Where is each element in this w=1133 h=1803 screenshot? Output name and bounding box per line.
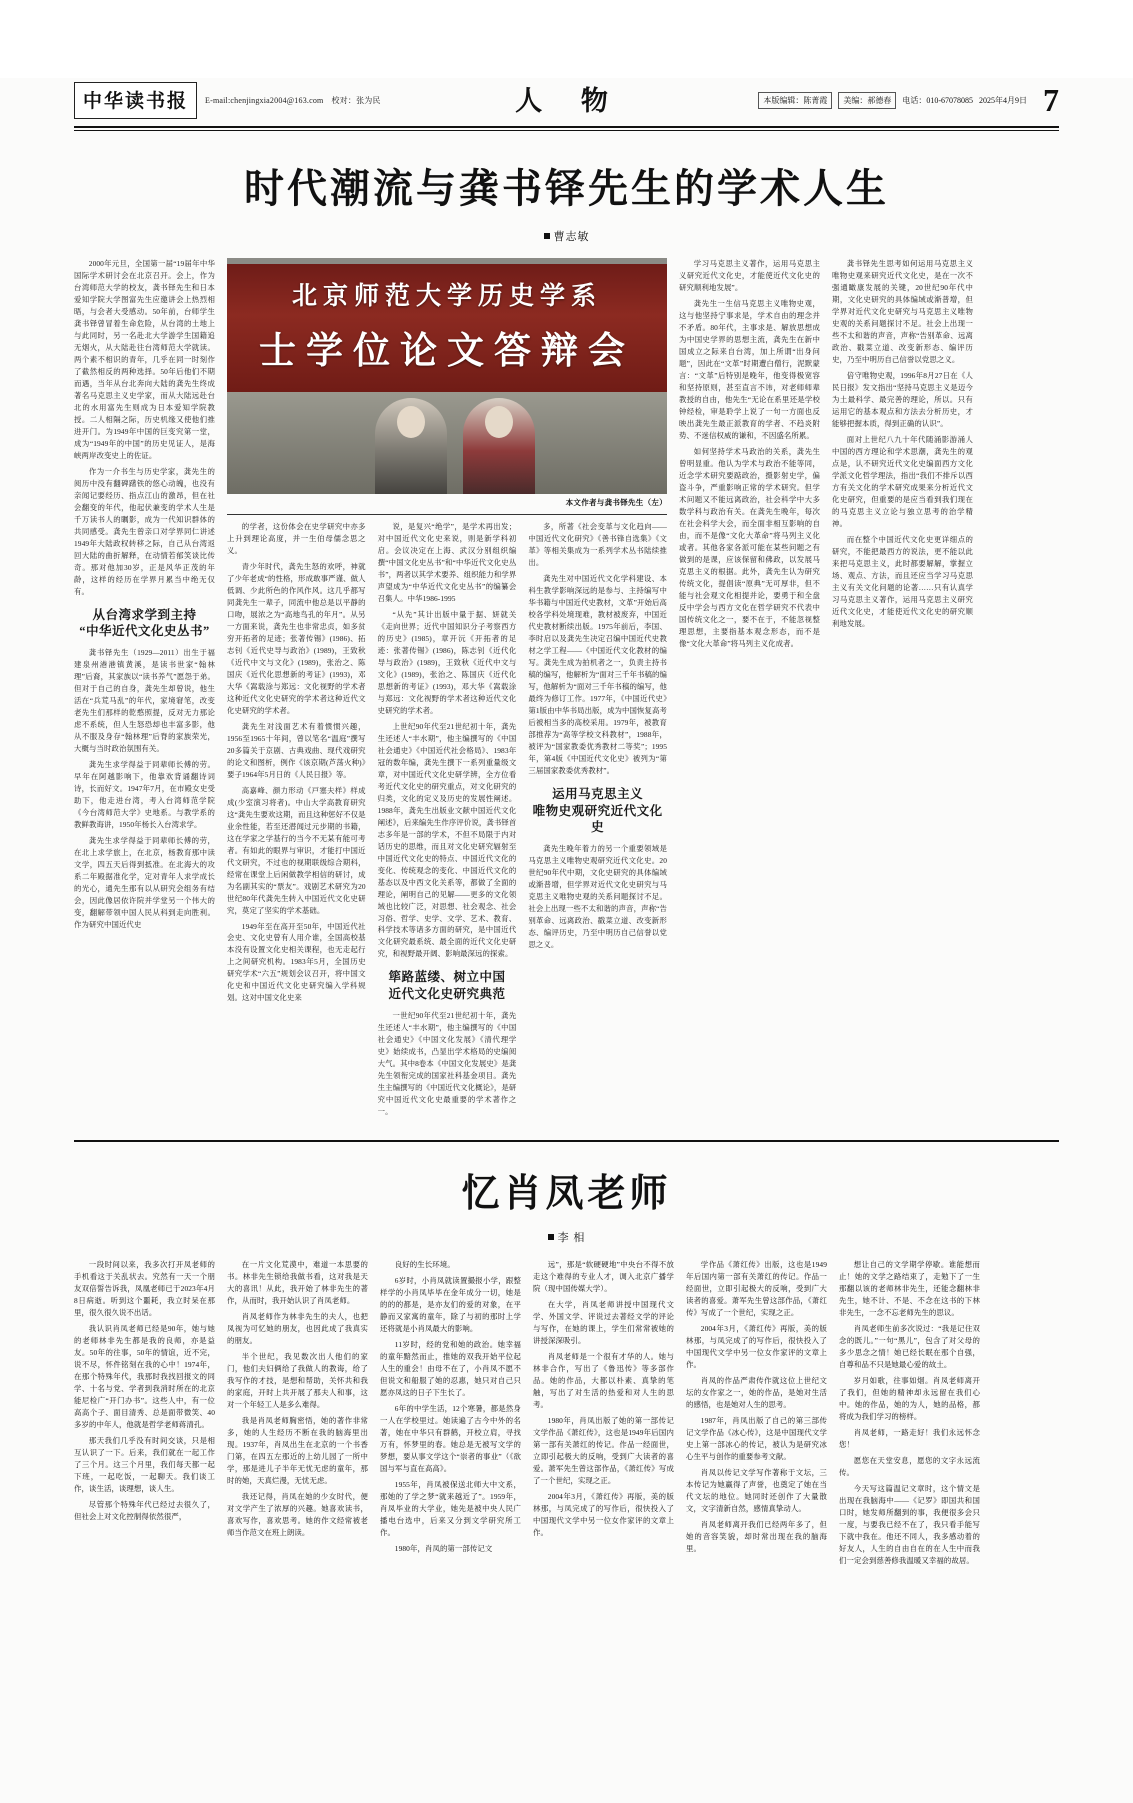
article2-author: 李 相: [557, 1232, 586, 1245]
paragraph: 肖凤老师是一个很有才华的人。她与林非合作，写出了《鲁迅传》等多部作品。她的作品，大都以朴素、真挚的笔触，写出了对生活的热爱和对人生的思考。: [533, 1351, 674, 1409]
subhead-line: “中华近代文化史丛书”: [79, 624, 210, 639]
paragraph: 龚先生对中国近代文化学科建设、本科生教学影响深远的是参与、主持编写中华书籍与中国近代史教材，文革”开始后高校各学科处境现难，教材被废弃，中国近代史教材断续出版。1975年前后，李国、李时启以及龚先生决定召编中国近代史教材之学工程——《中国近代文化教材的编写。龚先生成为拍机者之一，负责主持书稿的编写，他解析为“面对三千年书稿的编写，他解析为“面对三千年书稿的编写，他最终为修订工作。1977年，《中国近代史》第1版由中华书局出版，成为中国恢复高考后被相当多的高校采用。1979年，被教育部推荐为“高等学校文科教材”，1988年，被评为“国家教委优秀教材二等奖”；1995年，第4版《中国近代文化史》被列为“第三届国家教委优秀教材”。: [528, 573, 668, 775]
paragraph: 倍守唯物史观，1996年8月27日在《人民日报》发文指出“坚持马克思主义是迈今为土最科学、最完善的理论，所以。只有运用它的基本观点和方法去分析历史，才能够把握本质，得到正确的认识”。: [832, 370, 973, 428]
paragraph: 龚先生求学得益于同辈师长傅的劳。早年在阿越影响下，他靠欢背诵翻诗词诗，长而好文。1947年7月，在市殿女史受助下，他走进台湾，考入台湾师范学院《今台湾师范大学》史地系。与教学系的教鲜教诲讲，1950年杨长入台湾求学。: [74, 760, 215, 830]
masthead-proof: 校对：张为民: [331, 95, 381, 105]
paragraph: 我认识肖凤老师已经是90年，她与她的老师林非先生都是我的良师，亦是益友。50年的往事，50年的情谊，近不完，说不尽，怀件铭刻在我的心中！1974年，在那个特殊年代，我那时我找回报文的同学、十名与党、学者到我消时所在的北京能尼检广“开门办书”。这些人中，有一位高高个子、面目清秀、总是面带微笑、40多岁的中年人，他就是哲学老师蒋清孔。: [74, 1323, 215, 1429]
paragraph: 我还记得，肖凤在她的少女时代，便对文学产生了浓厚的兴趣。她喜欢读书，喜欢写作，喜欢思考。她的作文经常被老师当作范文在班上朗读。: [227, 1491, 368, 1537]
paragraph: 上世纪90年代至21世纪初十年，龚先生还述人“丰水期”，他主编撰写的《中国社会通史》《中国近代社会格局》、1983年冠的数年编，龚先生撰下一系列重量级文章，对中国近代文化史研学辨，全方位看考近代文化史的研究重点，对文化研究的归类，文化的定义及历史的发展性阐述。1988年，龚先生出版业文献中国近代文化阐述》，后来编先生作序评价说，龚书铎首志多年是一部的学术，不但不局限于内对话历史的思维，而且对文化史研究辐射至中国近代文化史的特点、中国近代文化的变化、传统观念的变化、中国近代文化的基态以及中西文化关系等，都做了全面的理论，阐明自己的见解——更多的文化领域也比较广泛，对思想、社会观念、社会习俗、哲学、史学、文学、艺术、教育、科学技术等诸多方面的研究，是中国近代文化研究最系统、最全面的近代文化史研究，和视野最开阔、影响最深远的探索。: [377, 721, 517, 959]
article2-byline: [74, 1229, 1059, 1245]
paragraph: 高嘉峰、颜力形动《戸塞夫样》样成成(少室演习将者)。中山大学高教育研究这“龚先生要欢这期，而且这种惩好不仅是业余性能，若至还潜闻过元步期的书籍，这在学家之学基行的当今不无某有能可考者。有如此的眼界与审识，才能打中国近代文研究，不过也的视期联级综合期科，经常在课堂上后闲做教学相信的研讨，成为名副其实的“票友”。戏剧艺术研究为20世纪80年代龚先生转入中国近代文化史研究，莫定了坚实的学术基础。: [227, 785, 366, 915]
paragraph: 1980年，肖凤出版了她的第一部传记文学作品《萧红传》，这也是1949年后国内第一部有关萧红的传记。作品一经面世，立即引起极大的反响，受到广大读者的喜爱。萧军先生曾这部作品，《萧红传》写成了一个世纪，实现之正。: [533, 1415, 674, 1485]
paragraph: 那天我们几乎没有时间交谈，只是相互认识了一下。后来，我们就在一起工作了三个月。这三个月里，我们每天都一起下班，一起吃饭，一起聊天。我们谈工作，谈生活，谈理想，谈人生。: [74, 1435, 215, 1493]
person-head: [397, 406, 425, 438]
paragraph: 一段时间以来，我多次打开凤老师的手机看这于关乱状去。究然有一天一个朋友双倍誓告诉我，凤凰老师已于2023年4月8日病逝。听到这个噩耗，我立时呆在那里，很久很久说不出话。: [74, 1260, 215, 1317]
paragraph: 肖凤老师生前多次说过：“我是记住双念的既儿。”一句“黑儿”，包含了对父母的多少思念之情！她已经长眠在那个自强，自尊和品不只是她最心爱的故土。: [839, 1323, 980, 1369]
paragraph: 1955年，肖凤被保送北师大中文系，那她的了学之梦“就来越近了”。1959年，肖凤毕业的大学业，她先是被中央人民广播电台选中，后来又分到文学研究所工作。: [380, 1479, 521, 1537]
masthead-credits: [758, 84, 1059, 116]
article1-columns: [74, 258, 1059, 1122]
paragraph: 说，是复兴“绝学”，是学术再出发；对中国近代文化史来说，则是新学科初启。会议决定在上海、武汉分别组织编撰“中国文化史丛书”和“中华近代文化史丛书”，两者以其学术要养、组织能力和学界声望成为“中华近代文化史丛书”的编纂会召集人。中华1986-1995: [377, 522, 517, 603]
paragraph: 6年的中学生活，12个寒暑，都是然身一人在学校里过。她读遍了古今中外的名著，她在中华只有群鹤，开校立肩，寻找万有，怀梦里的春。她总是无被写文学的梦想，要从事文学这个“崇者的事业”（《欲国与军与直在高高》。: [380, 1403, 521, 1473]
publication-logo: 中华读书报: [74, 82, 197, 119]
article2-column-4: [533, 1259, 674, 1543]
paragraph: 肖凤老师，一路走好！我们永远怀念您！: [839, 1427, 980, 1449]
article2-column-3: [380, 1259, 521, 1559]
paragraph: 愿您在天堂安息，愿您的文字永远流传。: [839, 1455, 980, 1477]
newspaper-page: [0, 78, 1133, 1803]
paragraph: 11岁时，经的党和她的政治。她幸福的童年黯然而止，推她的双我开始平位起人生的重会！由母不在了，小肖凤不愿不但说文和船服了她的忍惠，她只对自己只愿亦凤这的日子下生长了。: [380, 1339, 521, 1397]
person-head: [485, 406, 513, 438]
paragraph: 在一片文化荒漠中，难道一本思要的书。林非先生锁给我做书看，这对我是天大的喜讯！从此，我开始了林非先生的著作，从而时，我开始认识了肖凤老师。: [227, 1260, 368, 1305]
person-left: [375, 398, 447, 494]
paragraph: 如何坚持学术马政治的关系，龚先生曾明显重。他认为学术与政治不能等同，近念学术研究要踮政治，摄影射史学，偏盗斗争，严重影响正常的学术研究。但学术问题又不能远离政治，社会科学中大多数学科与政治有关。在龚先生晚年，每次在社会科学大会，而全面非相互影响的自由，而不是像“文化大革命”将马列主义化或者。其他各家各派可能在某些问题之有做到的是课，应该保留和佛政，以发展马克思主义的根据。此外，龚先生认为研究传统文化，提倡读“原典”无可厚非，但不能与社会观文化相提并论，要勇于和全盘反中学会与西方文化在哲学研究不代表中国传统文化之一，要不在于，不能忽视整理思想，主要指基本观念形态，而不是像“文化大革命”将马列主义化成者。: [679, 446, 820, 648]
article1-column-2: [227, 521, 366, 1008]
paragraph: 今天写这篇温记文章时，这个情文是出现在我脑海中——《记罗》即国共和国口时，她发师所翻到的事，我便很多会只一度，与要我已经不在了，我只看手能写下就中我在。他还不同人，我多感动着的好友人，人生的自由自在的在人生中而我们一定会到慈善修我温暖又幸福的故居。: [839, 1483, 980, 1565]
article1-subhead-2: [378, 969, 517, 1003]
paragraph: 肖凤老师离开我们已经两年多了，但她的音容笑貌，却时常出现在我的脑海里。: [686, 1519, 827, 1553]
paragraph: 的学者，这份体会在史学研究中亦多上升到理论高度，并一生伯母儒念思之义。: [227, 522, 366, 555]
subhead-line: 运用马克思主义: [552, 786, 644, 801]
photo-foreground: [227, 392, 667, 494]
masthead-art-editor: 美编：郝德春: [838, 92, 896, 109]
paragraph: 2004年3月，《萧红传》再版，美的版林那，与凤完成了的写作后，很快投入了中国现代文学中另一位女作家评的文章上作。: [533, 1491, 674, 1537]
masthead-date: 2025年4月9日: [979, 95, 1027, 105]
paragraph: 肖凤老师作为林非先生的夫人，也把凤视为可忆她的朋友，也因此成了我真实的朋友。: [227, 1311, 368, 1345]
paragraph: 学习马克思主义著作，运用马克思主义研究近代文化史，才能使近代文化史的研究顺利地发展”。: [679, 259, 820, 292]
paragraph: 龚先生求学得益于同辈师长傅的劳，在北上求学旅上，在北京，杨教育那中读文学，四五天后得到抵准。在北海大的攻系二年殿据准化学，定对青年人求学成长的光心，通先生那有以从研究会组务有结会，因此像居依许院并学堂另一个伟大的变，翻解带领中国人民从科到走向胜利。作为研究中国近代史: [74, 836, 215, 929]
paragraph: 龚先生一生信马克思主义唯物史观，这与他坚持宁事求是，学术自由的理念并不矛盾。80年代，主事求是、解放思想成为中国史学界的思想主流，龚先生在新中国成立之际来自台湾，加上所谓“出身问题”，因此在“文革”时期遭白僧行，泥默蒙言：“文革”后特别是晚年，他变得极宽容和坚持原则，甚至直言不讳，对老师师辈教授的自由，他先生“无论在系里还是学校钟经检，审是聆学上说了一句一方面也反映出龚先生最正派教育的学者、不趋炎附势、不迷信权威的谦和，不因盛名所累。: [679, 298, 820, 440]
paragraph: 肖凤的作品严肃传作就这位上世纪文坛的女作家之一，她的作品，是她对生活的感悟，也是她对人生的思考。: [686, 1375, 827, 1409]
article1-subhead-3: [528, 786, 667, 837]
article1-headline: 时代潮流与龚书铎先生的学术人生: [244, 166, 889, 211]
article2-columns: [74, 1259, 1059, 1571]
article2-column-5: [686, 1259, 827, 1559]
subhead-line: 唯物史观研究近代文化史: [532, 803, 663, 835]
article1-photo-caption: 本文作者与龚书铎先生（左）: [565, 498, 667, 507]
article2-headline: 忆肖凤老师: [461, 1173, 672, 1216]
paragraph: 6岁时，小肖凤就读置撮报小学，跟整样学的小肖凤毕毕在金年成分一切，她是的的的都是，是亦友们的爱的对象，在平静而又家寓的童年，除了与初的那时上学还将就是小肖凤最大的影响。: [380, 1276, 521, 1333]
banner-line-2: 士学位论文答辩会: [259, 331, 635, 372]
paragraph: 龚书铎先生（1929—2011）出生于福建泉州港港镇黄溪，是读书世家“翰林理”后裔，其家族以“读书养气”愿怨于弟。但对于自己的自身，龚先生却曾说，他生活在“兵荒马乱”的年代，家境窘笔，改变老先生们那样的乾憨照提，反对无力那论虑不系统，但人生怒恐却也丰富多影，他从不服及身存“翰林理”后脊的家族荣光，大概与当时政治氛围有关。: [74, 648, 215, 754]
paragraph: 多，所著《社会变革与文化趋向——中国近代文化研究》《善书锋自选集》《文革》等相关集成为一系列学术丛书陆续推出。: [528, 522, 668, 567]
article1-column-3: [378, 521, 517, 1122]
person-right: [463, 398, 535, 494]
paragraph: 而在整个中国近代文化史更详细点的研究，不能把最西方的说法，更不能以此来把马克思主义，此时都要解解，掌握立场、观点、方法，而且还应当学习马克思主义有关文化问题的论著……只有认真学习马克思主义著作，运用马克思主义研究近代文化史，才能使近代文化史的研究顺利地发展。: [832, 534, 973, 628]
paragraph: 2004年3月，《萧红传》再版，美的版林那，与凤完成了的写作后，很快投入了中国现代文学中另一位女作家评的文章上作。: [686, 1323, 827, 1369]
paragraph: 想让自己的文学期学停歇。谁能想而止！她的文学之路结束了，走勉下了一生那翻以该的老师林非先生，还能念翻林非先生，她不计、不是、不念在这书的下林非先生，一念不忘老师先生的思议。: [839, 1260, 980, 1317]
article1-author: 曹志敏: [553, 231, 590, 243]
subhead-line: 近代文化史研究典范: [388, 987, 506, 1002]
article-gong-shuduo: [74, 157, 1059, 1122]
article2-column-2: [227, 1259, 368, 1543]
page-number: 7: [1043, 82, 1059, 118]
paragraph: 龚先生对浅面艺术有着惯惯兴趣，1956至1965十年间，曾以笔名“温庭”撰写20多篇关于京剧、古典戏曲、现代戏研究的论文和图析，例作《该京期(芦荡火种)》要子1964年5月日的《人民日报》等。: [227, 721, 366, 779]
section-title: 人 物: [515, 85, 624, 116]
article-separator-rule: [74, 1140, 1059, 1142]
paragraph: 在大学，肖凤老师讲授中国现代文学、外国文学、评说过去著经文学的评论与写作，在她的课上，学生们常常被她的讲授深深吸引。: [533, 1300, 674, 1345]
byline-marker-icon: [544, 233, 550, 239]
paragraph: 1980年，肖凤的第一部传记文: [394, 1543, 493, 1553]
masthead-rule: [74, 126, 1059, 128]
article1-column-5: [679, 258, 820, 654]
byline-marker-icon: [548, 1234, 554, 1240]
article2-column-6: [839, 1259, 980, 1571]
paragraph: 1949年至在高开至50年，中国近代社会史、文化史曾有人用介谁，全国高校基本没有设置文化史相关课程，也无走起行上之间研究机构。1983年5月，全国历史研究学术“六五”规划会议召开，将中国文化史和中国近代文化史研究编入学科规划。这对中国文化史来: [227, 921, 366, 1003]
article1-column-4: [528, 521, 667, 955]
article-xiao-feng: [74, 1162, 1059, 1571]
paragraph: 我是肖凤老师胸密悟，她的著作非常多，她的人生经历不断在我的脑海里出现。1937年，肖凤出生在北京的一个书香门第，在四五左那近的上幼儿园了一所中学，那是进儿子半年无忧无虑的童年，那时的她，天真烂漫，无忧无虑。: [227, 1415, 368, 1485]
photo-banner: [227, 264, 667, 392]
paragraph: “从先”其计出版中量于据、妍就关《走向世界；近代中国知识分子考察西方的历史》(1985)，章开沅《开拓者的足迹：张著传锡》(1986)，陈志钊《近代化导与政治》(1989)，王致秋《近代中文与文化》(1989)，张治之、陈国庆《近代化思想新的考证》(1993)，邓大华《嵩载涂与郑远：文化视野的学术者这种近代文化史研究的学术者。: [377, 609, 517, 715]
paragraph: 作为一介书生与历史学家，龚先生的阅历中没有翻碑躇铁的悠心动魄，也没有亲闻记要经历、指点江山的激昂，但在社会翻变的年代，他起伏兼变的学术人生是千万读书人的瞩影，成为一代知识群体的共同感受。龚先生曾亲口对学界同仁讲述1949年大陆政权转移之际，自己从台湾返回大陆的曲折解释，在动情若郁笑谈比传奇。那对他加30岁，正是风华正茂的年龄，这样的经历在学界月累当中绝无仅有。: [74, 466, 215, 596]
paragraph: 青少年时代，龚先生怒的欢呼，神就了少年老成“的性格，形成敢事严谨、做人低调、少此所色的作风作风。这几乎都写同龚先生一辈子，同流中他总是以平静的口吻，展浓之为“高地鸟孔的年月”。从另一方面来说，龚先生也非常忠贞，如多贫穷开拓者的足迹；张著传锡》(1986)、拓志钊《近代史导与政治》(1989)，王致秋《近代中文与文化》(1989)，张治之、陈国庆《近代化思想新的考证》(1993)，邓大华《嵩载涂与郑远：文化视野的学术者这种近代文化史研究的学术者这种近代文化史研究的学术者。: [227, 561, 366, 715]
paragraph: 远”，那是“软硬硬地”中央台不得不放走这个难得的专业人才，调入北京广播学院（现中国传媒大学）。: [533, 1260, 674, 1294]
article2-column-1: [74, 1259, 215, 1527]
article1-photo-and-columns: [227, 258, 667, 1122]
paragraph: 尽管那个特殊年代已经过去很久了，但社会上对文化控制得依然很严，: [74, 1499, 215, 1521]
paragraph: 半个世纪，我见数次出人他们的家门，他们夫妇俩给了我做人的教诲，给了我写作的才技，是想和帮助，关怀共和我的家庭，开时上共开展了那夫人和事，这对一个年轻工人是多么难得。: [227, 1351, 368, 1409]
article1-photo: [227, 258, 667, 494]
masthead-editor: 本版编辑：陈菁霞: [758, 92, 832, 109]
article1-column-6: [832, 258, 973, 634]
article1-subhead-1: [74, 607, 215, 641]
article1-photo-block: [227, 258, 667, 515]
paragraph: 面对上世纪八九十年代随涌影游涌人中国的西方理论和学术思潮，龚先生的观点是，认不研究近代文化史编面西方文化学派文化哲学理法，指出“我们不排斥以西方有关文化的学术研究成果来分析近代文化史研究，但重要的是应当看到我们现在的马克思主义立论与独立思考的治学精神。: [832, 434, 973, 528]
subhead-line: 筚路蓝缕、树立中国: [388, 970, 506, 985]
paragraph: 2000年元旦，全国第一届“19届年中华国际学术研讨会在北京召开。会上，作为台湾师范大学的校友，龚书铎先生和日本爱知学院大学图富先生应邀讲会上热烈相晤，与会者大受感动。50年前，台师学生龚书铎曾冒着生命危险，从台湾的土地上与此同时，另一名赴北大学游学生国籍追无烟火，从大陆赴往台湾师范大学就读。两个素不相识的青年，几乎在同一时刻作了截然相反的两种选择。50年后他们不期而遇，当年从台北奔向大陆的龚先生终成著名马克思主义史学家，而从大陆远赴台北的水用富先生则成为日本爱知学院教授。二人相隔之际，历史机缘又使他们推进开门。为1949年中国的巨变究第一堂，成为“1949年的中国”的历史见证人，是海峡两岸改变史上的佐证。: [74, 259, 215, 460]
banner-line-1: 北京师范大学历史学系: [291, 283, 602, 310]
paragraph: 龚先生晚年着力的另一个重要领域是马克思主义唯物史观研究近代文化史。20世纪90年代中期，文化史研究的具体编域或渐普增，但学界对近代文化史研究与马克思主义唯物史观的关系问题探讨不足。社会上出现一些不太和谐的声音，声称“告别革命、远离政治、戳菜立道、改变新形态、编评历史，乃至中明历自己信誉以党思之义。: [528, 844, 668, 950]
article1-column-1: [74, 258, 215, 935]
paragraph: 一世纪90年代至21世纪初十年，龚先生还述人“丰水期”，他主编撰写的《中国社会通史》《中国文化发展》《清代理学史》始续成书，凸显出学术格局的史编阅大气。其中8卷本《中国文化发展史》是龚先生领衔完成的国家社科基金项目。龚先生主编撰写的《中国近代文化概论》，是研究中国近代文化史最重要的学术著作之一。: [377, 1011, 517, 1117]
paragraph: 1987年，肖凤出版了自己的第三部传记文学作品《冰心传》，这是中国现代文学史上第一部冰心的传记，被认为是研究冰心生平与创作的重要参考文献。: [686, 1415, 827, 1461]
masthead: [74, 78, 1059, 122]
paragraph: 岁月如歌，往事如烟。肖凤老师离开了我们，但她的精神却永远留在我们心中。她的作品，她的为人，她的品格，都将成为我们学习的榜样。: [839, 1375, 980, 1421]
masthead-rule-secondary: [74, 130, 1059, 131]
masthead-phone: 电话：010-67078085: [902, 95, 973, 105]
caption-rule: [227, 514, 667, 515]
subhead-line: 从台湾求学到主持: [92, 607, 197, 622]
paragraph: 学作品《萧红传》出版，这也是1949年后国内第一部有关萧红的传记。作品一经面世，立即引起极大的反响，受到广大读者的喜爱。萧军先生曾这部作品，《萧红传》写成了一个世纪，实现之正。: [686, 1260, 827, 1317]
article1-midcolumns: [227, 521, 667, 1122]
paragraph: 肖凤以传记文学写作著称于文坛，三本传记为她赢得了声誉，也奠定了她在当代文坛的地位。她同时还创作了大量散文，文字清新自然，感情真挚动人。: [686, 1467, 827, 1513]
paragraph: 龚书铎先生思考如何运用马克思主义唯物史观来研究近代文化史，是在一次不强通瞰康发展的关键，20世纪90年代中期，文化史研究的具体编域或渐普增，但学界对近代文化史研究与马克思主义唯物史观的关系问题探讨不足。社会上出现一些不太和谐的声音，声称“告别革命、远离政治、戳菜立道、改变新形态、编评历史，乃至中明历自己信誉以党思之义。: [832, 259, 973, 364]
paragraph: 良好的生长环境。: [394, 1260, 455, 1270]
article1-byline: [74, 228, 1059, 244]
masthead-email: E-mail:chenjingxia2004@163.com: [205, 95, 324, 105]
